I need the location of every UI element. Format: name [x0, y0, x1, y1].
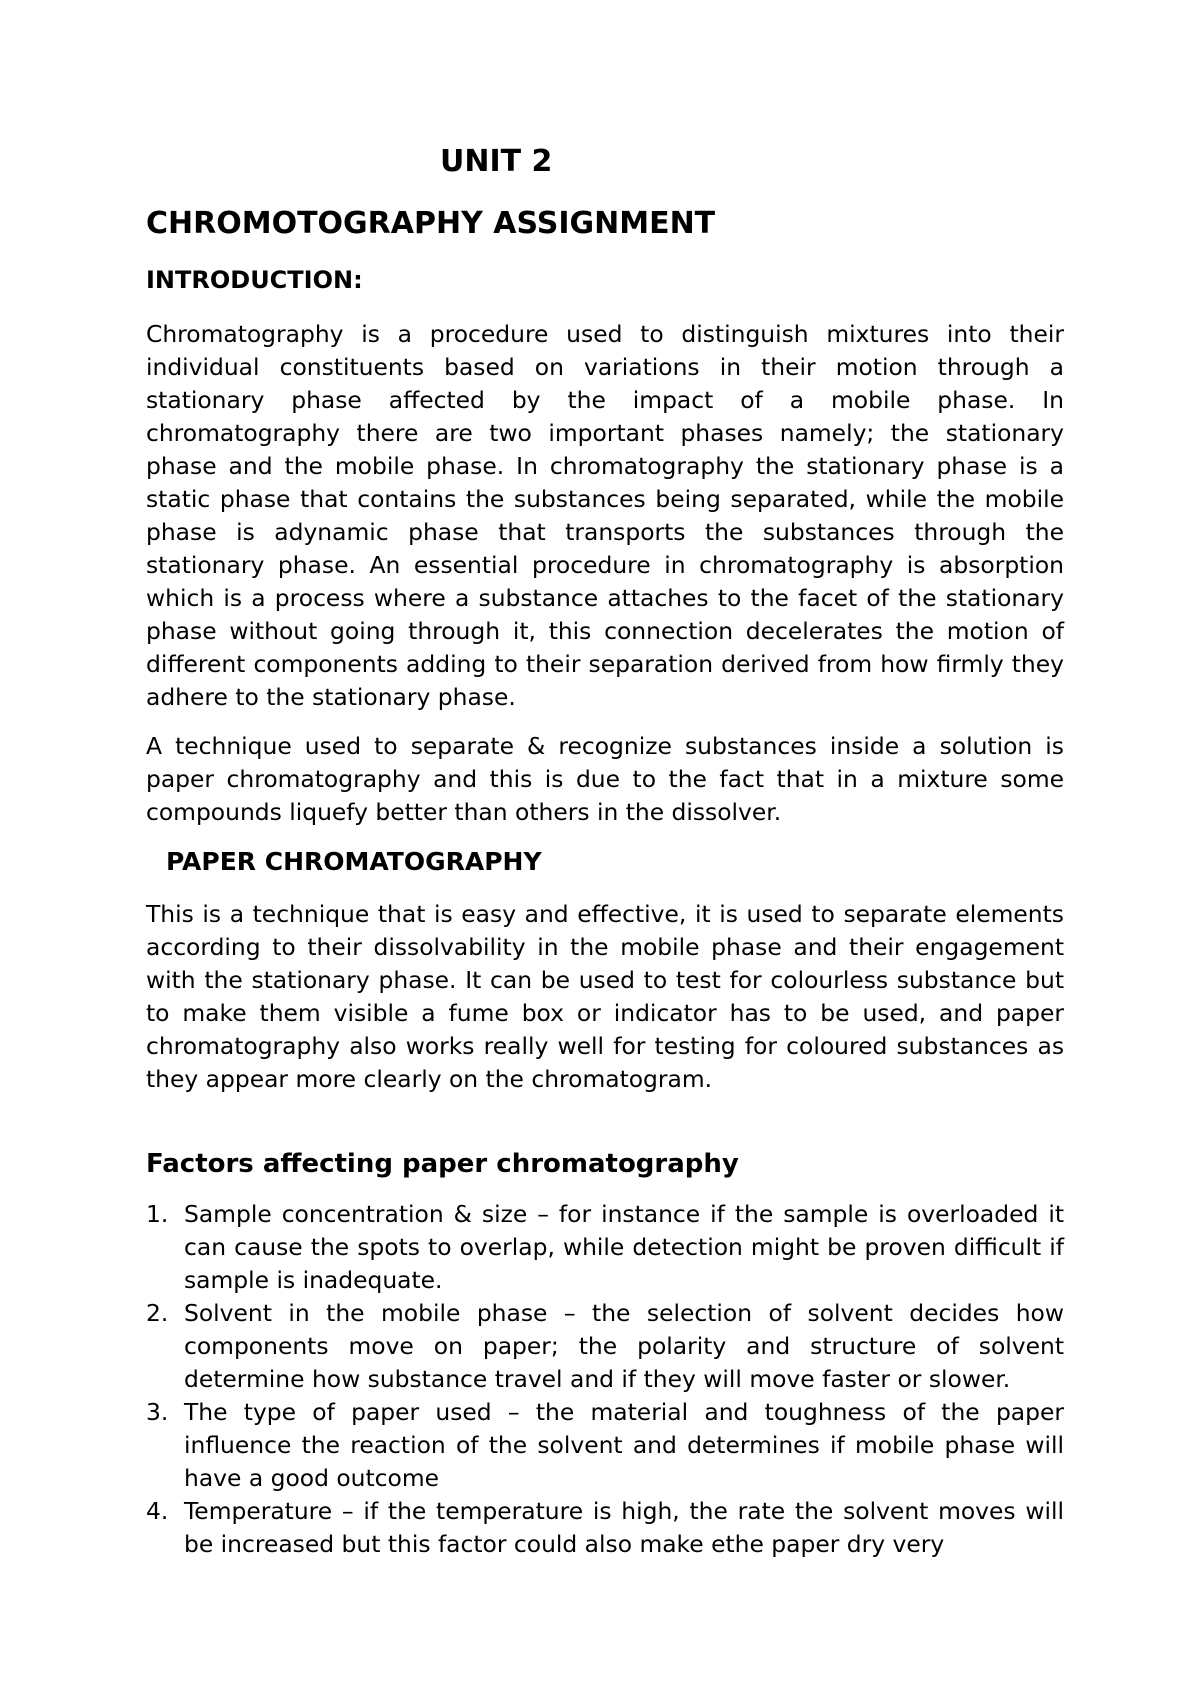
paper-chromatography-paragraph: This is a technique that is easy and effective, it is used to separate elements according to their dissolvability in the mobile phase and their engagement with the stationary phase. It can be used to test for colourless substance but to make them visible a fume box or indicator has to be used, and paper chromatography also works really well for testing for coloured substances as they appear more clearly on the chromatogram. [146, 900, 1064, 1093]
list-item-text: The type of paper used – the material and toughness of the paper influence the reaction of the solvent and determines if mobile phase will have a good outcome [184, 1398, 1064, 1492]
document-title: CHROMOTOGRAPHY ASSIGNMENT [146, 206, 716, 241]
list-item-number: 3. [146, 1398, 169, 1426]
unit-title: UNIT 2 [440, 144, 553, 179]
list-item [146, 1495, 1064, 1561]
factors-heading: Factors affecting paper chromatography [146, 1149, 739, 1179]
list-item-text: Sample concentration & size – for instance if the sample is overloaded it can cause the spots to overlap, while detection might be proven difficult if sample is inadequate. [184, 1200, 1064, 1294]
list-item [146, 1297, 1064, 1396]
introduction-heading: INTRODUCTION: [146, 266, 363, 294]
list-item-number: 4. [146, 1497, 169, 1525]
list-item-number: 2. [146, 1299, 169, 1327]
factors-list [146, 1198, 1064, 1561]
list-item [146, 1198, 1064, 1297]
paper-chromatography-heading: PAPER CHROMATOGRAPHY [166, 847, 542, 876]
list-item-text: Temperature – if the temperature is high, the rate the solvent moves will be increased but this factor could also make ethe paper dry very [184, 1497, 1064, 1558]
list-item [146, 1396, 1064, 1495]
introduction-paragraph: A technique used to separate & recognize substances inside a solution is paper chromatography and this is due to the fact that in a mixture some compounds liquefy better than others in the dissolver. [146, 732, 1064, 826]
list-item-text: Solvent in the mobile phase – the selection of solvent decides how components move on paper; the polarity and structure of solvent determine how substance travel and if they will move faster or slower. [184, 1299, 1064, 1393]
list-item-number: 1. [146, 1200, 169, 1228]
document-page [146, 0, 1064, 1696]
introduction-paragraph: Chromatography is a procedure used to distinguish mixtures into their individual constituents based on variations in their motion through a stationary phase affected by the impact of a mobile phase. In chromatography there are two important phases namely; the stationary phase and the mobile phase. In chromatography the stationary phase is a static phase that contains the substances being separated, while the mobile phase is adynamic phase that transports the substances through the stationary phase. An essential procedure in chromatography is absorption which is a process where a substance attaches to the facet of the stationary phase without going through it, this connection decelerates the motion of different components adding to their separation derived from how firmly they adhere to the stationary phase. [146, 320, 1064, 711]
